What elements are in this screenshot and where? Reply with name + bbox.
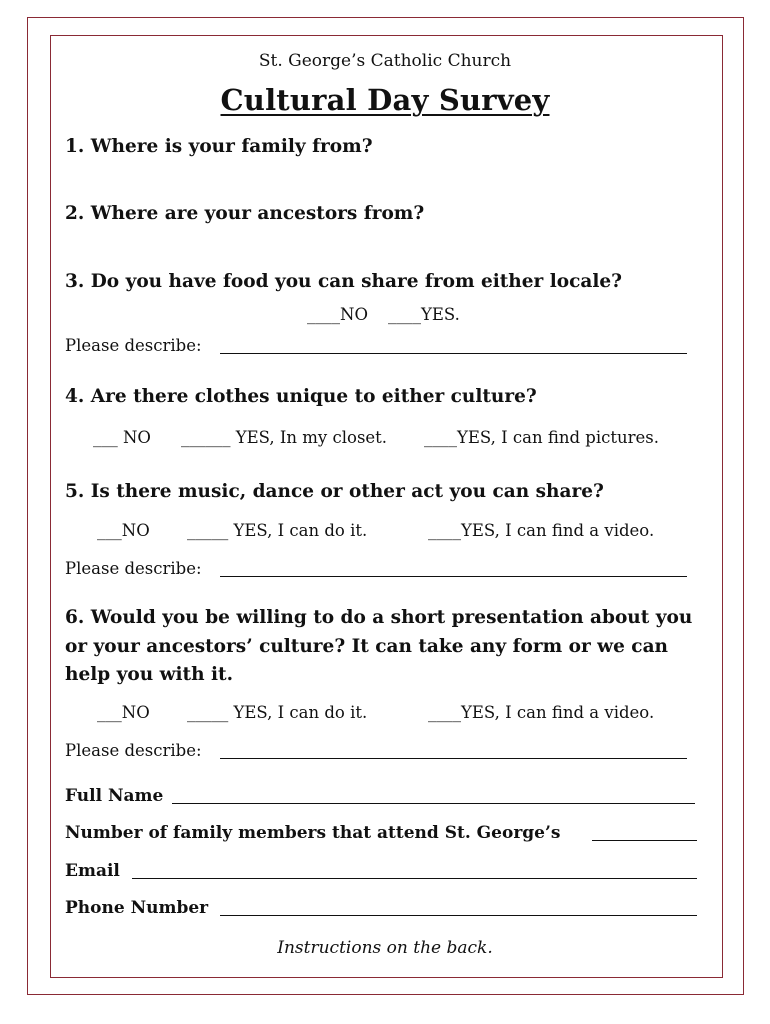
q3-option-no[interactable]: ____NO bbox=[307, 305, 368, 324]
q6-describe-field[interactable] bbox=[220, 758, 687, 759]
q3-option-yes[interactable]: ____YES. bbox=[388, 305, 460, 324]
survey-title: Cultural Day Survey bbox=[220, 83, 550, 117]
q5-describe-label: Please describe: bbox=[65, 559, 202, 578]
q5-option-yes-video[interactable]: ____YES, I can find a video. bbox=[428, 521, 655, 540]
q4-option-no[interactable]: ___ NO bbox=[93, 428, 151, 447]
q5-option-yes-do[interactable]: _____ YES, I can do it. bbox=[187, 521, 368, 540]
family-members-label: Number of family members that attend St. George’s bbox=[65, 823, 561, 843]
q5-option-no[interactable]: ___NO bbox=[97, 521, 150, 540]
q6-describe-label: Please describe: bbox=[65, 741, 202, 760]
full-name-label: Full Name bbox=[65, 786, 164, 806]
question-3: 3. Do you have food you can share from either locale? bbox=[65, 271, 622, 292]
question-1: 1. Where is your family from? bbox=[65, 136, 373, 157]
q3-describe-label: Please describe: bbox=[65, 336, 202, 355]
q6-option-no[interactable]: ___NO bbox=[97, 703, 150, 722]
email-label: Email bbox=[65, 861, 120, 881]
family-members-field[interactable] bbox=[592, 840, 697, 841]
question-2: 2. Where are your ancestors from? bbox=[65, 203, 425, 224]
instructions-note: Instructions on the back. bbox=[277, 938, 493, 958]
full-name-field[interactable] bbox=[172, 803, 695, 804]
phone-label: Phone Number bbox=[65, 898, 209, 918]
question-5: 5. Is there music, dance or other act you can share? bbox=[65, 481, 604, 502]
phone-field[interactable] bbox=[220, 915, 697, 916]
email-field[interactable] bbox=[132, 878, 697, 879]
q6-option-yes-video[interactable]: ____YES, I can find a video. bbox=[428, 703, 655, 722]
q3-describe-field[interactable] bbox=[220, 353, 687, 354]
q4-option-yes-pictures[interactable]: ____YES, I can find pictures. bbox=[424, 428, 659, 447]
church-name: St. George’s Catholic Church bbox=[258, 51, 512, 71]
q4-option-yes-closet[interactable]: ______ YES, In my closet. bbox=[181, 428, 388, 447]
q5-describe-field[interactable] bbox=[220, 576, 687, 577]
question-4: 4. Are there clothes unique to either culture? bbox=[65, 386, 537, 407]
q6-option-yes-do[interactable]: _____ YES, I can do it. bbox=[187, 703, 368, 722]
question-6: 6. Would you be willing to do a short presentation about you or your ancestors’ culture? It can take any form or we can help you with it. bbox=[65, 607, 693, 685]
